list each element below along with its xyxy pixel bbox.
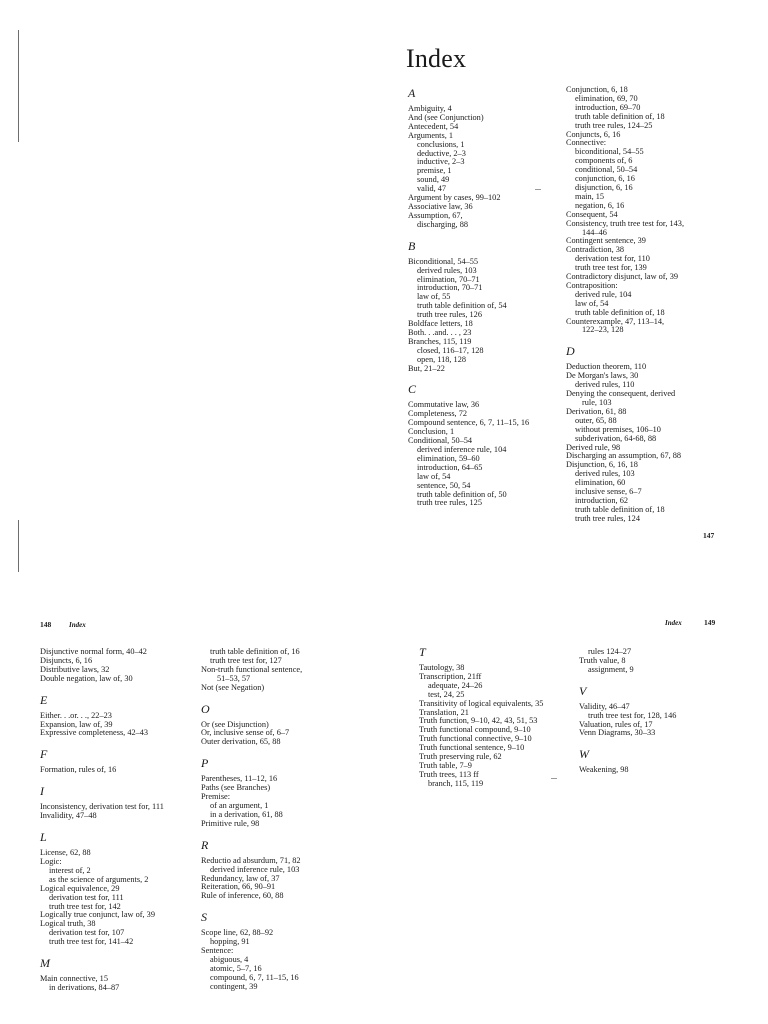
index-entry: Consequent, 54 <box>566 209 618 219</box>
index-subentry: sound, 49 <box>417 175 450 185</box>
index-entry: Either. . .or. . ., 22–23 <box>40 710 112 720</box>
index-entry: Transcription, 21ff <box>419 671 482 681</box>
index-entry: Logical truth, 38 <box>40 919 96 929</box>
index-entry: Contradictory disjunct, law of, 39 <box>566 272 678 282</box>
index-subentry: conclusions, 1 <box>417 139 465 149</box>
index-entry: Contradiction, 38 <box>566 245 625 255</box>
page-number-147: 147 <box>703 531 715 540</box>
index-subentry: truth tree test for, 142 <box>49 901 121 911</box>
index-subentry: sentence, 50, 54 <box>417 480 471 490</box>
index-subentry: 122–23, 128 <box>582 325 624 335</box>
index-subentry: deductive, 2–3 <box>417 148 466 158</box>
index-entry: Tautology, 38 <box>419 663 465 672</box>
index-entry: Double negation, law of, 30 <box>40 673 133 683</box>
index-section-letter: A <box>408 86 416 100</box>
index-subentry: as the science of arguments, 2 <box>49 874 149 884</box>
index-subentry: outer, 65, 88 <box>575 415 617 425</box>
index-entry: Associative law, 36 <box>408 201 473 211</box>
index-subentry: truth table definition of, 18 <box>575 504 665 514</box>
index-entry: Invalidity, 47–48 <box>40 811 97 821</box>
running-head-149: Index <box>665 619 682 627</box>
index-entry: Premise: <box>201 792 231 802</box>
index-subentry: elimination, 69, 70 <box>575 93 638 103</box>
index-entry: Scope line, 62, 88–92 <box>201 928 274 938</box>
index-entry: Expansion, law of, 39 <box>40 719 113 729</box>
index-entry: Weakening, 98 <box>579 765 629 775</box>
index-entry: Reiteration, 66, 90–91 <box>201 882 276 892</box>
index-subentry: derived rule, 104 <box>575 289 632 299</box>
running-head-148: Index <box>69 621 86 629</box>
index-subentry: truth tree rules, 124–25 <box>575 120 653 130</box>
index-subentry: derived inference rule, 104 <box>417 445 507 454</box>
index-entry: Transitivity of logical equivalents, 35 <box>419 698 544 708</box>
page-number-148: 148 <box>40 620 52 629</box>
index-subentry: truth table definition of, 54 <box>417 301 507 311</box>
index-section-letter: W <box>579 747 589 762</box>
index-entry: Commutative law, 36 <box>408 400 480 410</box>
index-subentry: assignment, 9 <box>588 664 634 674</box>
index-entry: Truth functional sentence, 9–10 <box>419 743 525 753</box>
index-subentry: components of, 6 <box>575 156 633 166</box>
index-subentry: discharging, 88 <box>417 219 469 229</box>
index-entry: License, 62, 88 <box>40 848 91 858</box>
index-entry: Logic: <box>40 856 62 866</box>
index-subentry: in derivations, 84–87 <box>49 982 120 992</box>
index-subentry: inductive, 2–3 <box>417 157 465 167</box>
index-subentry: compound, 6, 7, 11–15, 16 <box>210 972 299 982</box>
index-entry: Assumption, 67, <box>408 210 463 220</box>
index-entry: Denying the consequent, derived <box>566 389 676 399</box>
index-section-letter: L <box>40 830 47 845</box>
index-entry: Completeness, 72 <box>408 409 467 419</box>
index-subentry: 144–46 <box>582 227 607 237</box>
index-entry: Boldface letters, 18 <box>408 319 473 329</box>
index-entry: Truth table, 7–9 <box>419 760 472 770</box>
index-entry: Argument by cases, 99–102 <box>408 193 501 203</box>
index-subentry: abiguous, 4 <box>210 954 249 964</box>
index-entry: But, 21–22 <box>408 363 445 373</box>
index-subentry: derived rules, 103 <box>575 469 635 479</box>
index-subentry: test, 24, 25 <box>428 689 465 699</box>
index-entry: Not (see Negation) <box>201 682 265 692</box>
index-subentry: negation, 6, 16 <box>575 200 625 210</box>
index-subentry: contingent, 39 <box>210 981 258 991</box>
index-entry: Deduction theorem, 110 <box>566 362 647 372</box>
index-subentry: elimination, 60 <box>575 478 626 488</box>
index-section-letter: D <box>566 344 575 359</box>
index-subentry: introduction, 70–71 <box>417 283 483 293</box>
index-subentry: introduction, 69–70 <box>575 102 641 112</box>
index-subentry: conditional, 50–54 <box>575 165 638 175</box>
index-entry: Branches, 115, 119 <box>408 336 472 346</box>
index-subentry: truth tree test for, 128, 146 <box>588 710 677 720</box>
index-entry: Discharging an assumption, 67, 88 <box>566 451 682 461</box>
index-subentry: derivation test for, 107 <box>49 928 125 938</box>
index-entry: Truth functional connective, 9–10 <box>419 734 532 744</box>
index-subentry: 51–53, 57 <box>217 673 251 683</box>
index-entry: Formation, rules of, 16 <box>40 765 117 775</box>
index-entry: Derived rule, 98 <box>566 442 621 452</box>
index-entry: Logically true conjunct, law of, 39 <box>40 910 155 920</box>
index-entry: Main connective, 15 <box>40 974 108 984</box>
index-column-148-right <box>201 648 302 992</box>
index-section-letter: V <box>579 683 587 698</box>
index-entry: Truth function, 9–10, 42, 43, 51, 53 <box>419 716 538 726</box>
index-column-149-right <box>579 648 676 775</box>
index-subentry: truth tree rules, 125 <box>417 498 482 508</box>
index-section-letter: B <box>408 238 416 253</box>
index-entry: Derivation, 61, 88 <box>566 406 627 416</box>
index-entry: Or, inclusive sense of, 6–7 <box>201 728 290 738</box>
index-title: Index <box>406 44 467 73</box>
index-entry: And (see Conjunction) <box>408 112 484 122</box>
index-subentry: law of, 54 <box>417 471 451 481</box>
index-section-letter: P <box>201 756 209 771</box>
index-subentry: conjunction, 6, 16 <box>575 174 635 184</box>
index-entry: Conditional, 50–54 <box>408 436 473 446</box>
index-entry: Distributive laws, 32 <box>40 664 110 674</box>
index-entry: Parentheses, 11–12, 16 <box>201 774 278 784</box>
index-subentry: valid, 47 <box>417 184 447 194</box>
index-entry: Venn Diagrams, 30–33 <box>579 728 656 738</box>
index-subentry: subderivation, 64-68, 88 <box>575 433 657 443</box>
index-subentry: derivation test for, 110 <box>575 254 650 264</box>
index-entry: Inconsistency, derivation test for, 111 <box>40 802 164 812</box>
index-entry: Disjuncts, 6, 16 <box>40 655 93 665</box>
index-subentry: elimination, 70–71 <box>417 274 480 284</box>
index-entry: Arguments, 1 <box>408 130 454 140</box>
index-section-letter: O <box>201 701 210 716</box>
index-entry: Conjuncts, 6, 16 <box>566 129 621 139</box>
index-subentry: of an argument, 1 <box>210 800 269 810</box>
index-section-letter: S <box>201 910 207 925</box>
index-entry: Paths (see Branches) <box>201 783 271 793</box>
index-entry: Primitive rule, 98 <box>201 818 260 828</box>
index-entry: Ambiguity, 4 <box>408 104 452 113</box>
index-subentry: derived rules, 103 <box>417 265 477 275</box>
index-entry: Truth value, 8 <box>579 655 626 665</box>
index-entry: Logical equivalence, 29 <box>40 883 120 893</box>
index-subentry: adequate, 24–26 <box>428 680 483 690</box>
index-subentry: closed, 116–17, 128 <box>417 345 484 355</box>
index-entry: Outer derivation, 65, 88 <box>201 737 281 747</box>
index-subentry: truth tree test for, 141–42 <box>49 937 134 947</box>
index-subentry: open, 118, 128 <box>417 354 467 364</box>
index-section-letter: T <box>419 645 426 659</box>
index-entry: Non-truth functional sentence, <box>201 664 303 674</box>
index-subentry: interest of, 2 <box>49 865 91 875</box>
index-column-148-left <box>40 648 164 993</box>
index-entry: Sentence: <box>201 946 234 956</box>
scan-mark <box>535 189 541 190</box>
index-subentry: disjunction, 6, 16 <box>575 182 633 192</box>
index-entry: Contingent sentence, 39 <box>566 236 646 246</box>
index-subentry: atomic, 5–7, 16 <box>210 963 262 973</box>
index-section-letter: M <box>40 956 50 971</box>
index-entry: Biconditional, 54–55 <box>408 256 479 266</box>
index-section-letter: I <box>40 784 44 799</box>
index-section-letter: F <box>40 747 48 762</box>
index-entry: Both. . .and. . . , 23 <box>408 327 472 337</box>
index-subentry: in a derivation, 61, 88 <box>210 809 283 819</box>
scan-mark <box>551 778 557 779</box>
index-column-149-left <box>419 645 543 789</box>
index-subentry: truth tree rules, 124 <box>575 513 640 523</box>
index-entry: Or (see Disjunction) <box>201 719 269 729</box>
index-section-letter: R <box>201 837 209 852</box>
index-entry: Conclusion, 1 <box>408 427 455 437</box>
index-subentry: derived inference rule, 103 <box>210 864 300 874</box>
page-scan-edge <box>18 30 19 142</box>
page-number-149: 149 <box>704 618 716 627</box>
index-entry: Counterexample, 47, 113–14, <box>566 316 665 326</box>
index-entry: Truth preserving rule, 62 <box>419 752 502 762</box>
index-subentry: hopping, 91 <box>210 937 250 947</box>
index-subentry: derivation test for, 111 <box>49 892 124 902</box>
index-section-letter: C <box>408 382 417 397</box>
index-subentry: law of, 55 <box>417 292 451 302</box>
index-subentry: without premises, 106–10 <box>575 424 661 434</box>
index-entry: Disjunctive normal form, 40–42 <box>40 647 147 656</box>
index-entry: Consistency, truth tree test for, 143, <box>566 218 685 228</box>
index-column-top-left <box>408 86 529 508</box>
index-entry: Truth functional compound, 9–10 <box>419 725 531 735</box>
index-entry: Connective: <box>566 138 607 148</box>
index-subentry: rules 124–27 <box>588 647 632 656</box>
index-subentry: truth table definition of, 18 <box>575 307 665 317</box>
index-subentry: introduction, 64–65 <box>417 462 483 472</box>
index-subentry: main, 15 <box>575 191 605 201</box>
index-entry: Translation, 21 <box>419 707 469 717</box>
index-subentry: inclusive sense, 6–7 <box>575 487 642 497</box>
index-entry: Reductio ad absurdum, 71, 82 <box>201 855 301 865</box>
index-subentry: truth table definition of, 16 <box>210 647 300 656</box>
index-subentry: law of, 54 <box>575 298 609 308</box>
index-subentry: truth table definition of, 18 <box>575 111 665 121</box>
index-section-letter: E <box>40 692 48 707</box>
index-entry: Contraposition: <box>566 280 618 290</box>
index-subentry: elimination, 59–60 <box>417 453 480 463</box>
index-subentry: branch, 115, 119 <box>428 778 484 788</box>
index-subentry: truth table definition of, 50 <box>417 489 507 499</box>
index-subentry: biconditional, 54–55 <box>575 147 644 157</box>
index-entry: Redundancy, law of, 37 <box>201 873 280 883</box>
index-subentry: premise, 1 <box>417 166 452 176</box>
index-subentry: truth tree rules, 126 <box>417 310 482 320</box>
index-entry: Truth trees, 113 ff <box>419 769 479 779</box>
index-entry: Disjunction, 6, 16, 18 <box>566 460 638 470</box>
index-entry: Conjunction, 6, 18 <box>566 85 628 94</box>
index-subentry: rule, 103 <box>582 398 612 407</box>
index-entry: De Morgan's laws, 30 <box>566 371 639 381</box>
index-entry: Validity, 46–47 <box>579 701 630 711</box>
index-subentry: truth tree test for, 127 <box>210 655 282 665</box>
index-entry: Antecedent, 54 <box>408 121 459 131</box>
index-subentry: truth tree test for, 139 <box>575 263 647 273</box>
index-entry: Expressive completeness, 42–43 <box>40 728 149 738</box>
index-subentry: introduction, 62 <box>575 495 629 505</box>
index-subentry: derived rules, 110 <box>575 380 635 390</box>
index-column-top-right <box>566 86 684 524</box>
index-entry: Valuation, rules of, 17 <box>579 719 653 729</box>
page-scan-edge <box>18 520 19 572</box>
index-entry: Compound sentence, 6, 7, 11–15, 16 <box>408 418 530 428</box>
index-entry: Rule of inference, 60, 88 <box>201 891 284 901</box>
